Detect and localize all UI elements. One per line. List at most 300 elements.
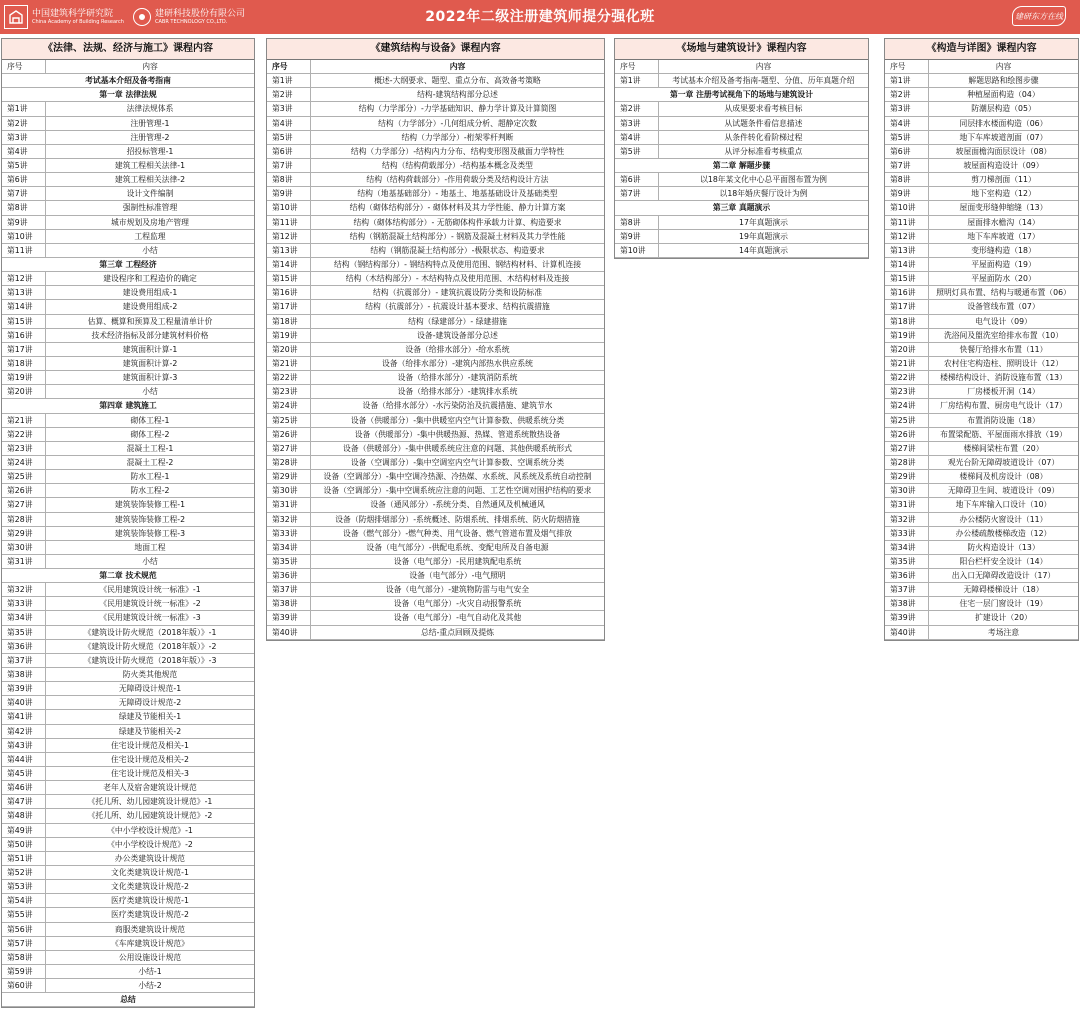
lecture-number: 第42讲 — [2, 725, 46, 738]
lecture-number: 第23讲 — [2, 442, 46, 455]
lecture-topic: 注册管理-2 — [130, 132, 170, 142]
section-label: 总结 — [120, 995, 136, 1005]
table-row — [267, 329, 604, 343]
lecture-topic: 住宅设计规范及相关-2 — [111, 754, 189, 764]
table-row — [615, 145, 868, 159]
lecture-number: 第10讲 — [615, 244, 659, 257]
table-row — [885, 216, 1078, 230]
lecture-number: 第3讲 — [267, 102, 311, 115]
table-row — [267, 498, 604, 512]
table-row — [2, 781, 254, 795]
lecture-number: 第20讲 — [885, 343, 929, 356]
table-row — [885, 626, 1078, 640]
table-row — [267, 597, 604, 611]
table-row — [267, 399, 604, 413]
table-row — [2, 187, 254, 201]
lecture-number: 第34讲 — [885, 541, 929, 554]
lecture-topic: 《车库建筑设计规范》 — [111, 938, 189, 948]
lecture-topic: 观光台阶无障碍坡道设计（07） — [947, 457, 1060, 467]
table-row — [2, 244, 254, 258]
lecture-topic: 建设费用组成-1 — [122, 288, 178, 298]
table-row — [885, 244, 1078, 258]
table-row — [2, 809, 254, 823]
lecture-topic: 技术经济指标及部分建筑材料价格 — [91, 330, 209, 340]
table-row — [885, 258, 1078, 272]
lecture-topic: 设备-建筑设备部分总述 — [417, 330, 498, 340]
lecture-topic: 结构（力学部分）-几何组成分析、超静定次数 — [378, 118, 537, 128]
lecture-topic: 设备（给排水部分）-水污染防治及抗震措施、建筑节水 — [362, 401, 553, 411]
table-row — [885, 569, 1078, 583]
table-row — [2, 923, 254, 937]
lecture-topic: 公用设施设计规范 — [118, 952, 182, 962]
lecture-topic: 建筑工程相关法律-2 — [114, 175, 186, 185]
table-row — [2, 442, 254, 456]
lecture-topic: 《民用建筑设计统一标准》-3 — [99, 613, 201, 623]
lecture-number: 第32讲 — [885, 513, 929, 526]
lecture-topic: 结构（力学部分）-力学基础知识、静力学计算及计算简图 — [358, 104, 557, 114]
lecture-number: 第53讲 — [2, 880, 46, 893]
table-row — [2, 343, 254, 357]
lecture-number: 第29讲 — [2, 527, 46, 540]
company-name-en: CABR TECHNOLOGY CO.,LTD. — [155, 18, 228, 25]
table-row — [885, 527, 1078, 541]
lecture-number: 第23讲 — [885, 385, 929, 398]
lecture-topic: 设备（空调部分）-集中空调室内空气计算参数、空调系统分类 — [350, 457, 565, 467]
lecture-number: 第34讲 — [2, 611, 46, 624]
lecture-number: 第3讲 — [885, 102, 929, 115]
lecture-number: 第29讲 — [267, 470, 311, 483]
lecture-number: 第4讲 — [885, 117, 929, 130]
lecture-number: 第7讲 — [615, 187, 659, 200]
table-row — [885, 484, 1078, 498]
col-header-content: 内容 — [755, 62, 772, 71]
org-name-en: China Academy of Building Research — [32, 18, 124, 25]
lecture-number: 第28讲 — [885, 456, 929, 469]
lecture-number: 第14讲 — [267, 258, 311, 271]
lecture-number: 第26讲 — [2, 484, 46, 497]
lecture-number: 第5讲 — [267, 131, 311, 144]
table-row — [885, 173, 1078, 187]
lecture-number: 第22讲 — [885, 371, 929, 384]
section-row — [2, 74, 254, 88]
lecture-topic: 建筑面积计算-1 — [122, 344, 178, 354]
table-row — [267, 187, 604, 201]
lecture-topic: 结构（力学部分）-桁架零杆判断 — [401, 132, 514, 142]
col-header-content: 内容 — [449, 62, 466, 71]
section-label: 第三章 工程经济 — [99, 259, 157, 269]
table-row — [2, 145, 254, 159]
table-row — [2, 286, 254, 300]
section-label: 第二章 技术规范 — [99, 571, 157, 581]
lecture-topic: 文化类建筑设计规范-1 — [111, 868, 189, 878]
lecture-number: 第38讲 — [2, 668, 46, 681]
table-row — [615, 244, 868, 258]
lecture-topic: 结构（砌体结构部分）- 砌体材料及其力学性能、静力计算方案 — [349, 203, 566, 213]
table-row — [885, 329, 1078, 343]
table-row — [2, 102, 254, 116]
lecture-topic: 楼梯结构设计、消防设施布置（13） — [940, 373, 1067, 383]
lecture-topic: 小结 — [142, 556, 158, 566]
table-row — [267, 569, 604, 583]
section-row — [2, 258, 254, 272]
table-row — [267, 300, 604, 314]
lecture-number: 第31讲 — [885, 498, 929, 511]
lecture-number: 第21讲 — [2, 414, 46, 427]
table-row — [2, 371, 254, 385]
lecture-number: 第17讲 — [885, 300, 929, 313]
table-row — [2, 696, 254, 710]
lecture-topic: 从试题条件看信息描述 — [724, 118, 803, 128]
lecture-number: 第20讲 — [2, 385, 46, 398]
brand-logo: 建研东方在线 — [1012, 6, 1066, 26]
lecture-number: 第4讲 — [615, 131, 659, 144]
lecture-topic: 混凝土工程-1 — [126, 443, 174, 453]
lecture-topic: 砌体工程-2 — [130, 429, 170, 439]
lecture-number: 第2讲 — [2, 117, 46, 130]
table-row — [2, 484, 254, 498]
table-header — [885, 60, 1078, 74]
lecture-number: 第33讲 — [885, 527, 929, 540]
lecture-number: 第60讲 — [2, 979, 46, 992]
lecture-number: 第16讲 — [267, 286, 311, 299]
section-label: 第一章 注册考试视角下的场地与建筑设计 — [669, 90, 814, 100]
lecture-topic: 19年真题演示 — [739, 231, 788, 241]
lecture-topic: 总结-重点回顾及提炼 — [421, 627, 494, 637]
lecture-topic: 结构（木结构部分）- 木结构特点及使用范围、木结构材料及连接 — [345, 274, 570, 284]
lecture-topic: 文化类建筑设计规范-2 — [111, 882, 189, 892]
table-row — [267, 414, 604, 428]
lecture-number: 第7讲 — [2, 187, 46, 200]
section-label: 考试基本介绍及备考指南 — [85, 76, 171, 86]
lecture-topic: 概述-大纲要求、题型、重点分布、高效备考策略 — [374, 76, 541, 86]
table-header — [2, 60, 254, 74]
table-row — [2, 216, 254, 230]
lecture-topic: 快餐厅给排水布置（11） — [959, 344, 1048, 354]
org-name-cn: 中国建筑科学研究院 — [32, 8, 114, 19]
lecture-topic: 屋面排水檐沟（14） — [967, 217, 1040, 227]
header-banner — [0, 0, 1080, 34]
lecture-number: 第18讲 — [2, 357, 46, 370]
lecture-topic: 结构（地基基础部分）- 地基土、地基基础设计及基础类型 — [357, 189, 558, 199]
table-row — [615, 74, 868, 88]
table-row — [885, 159, 1078, 173]
lecture-topic: 结构（结构荷载部分）-结构基本概念及类型 — [382, 160, 533, 170]
table-row — [267, 583, 604, 597]
lecture-topic: 农村住宅构造柱、照明设计（12） — [943, 358, 1064, 368]
table-row — [2, 852, 254, 866]
table-row — [885, 357, 1078, 371]
lecture-topic: 设备（空调部分）-集中空调系统应注意的问题、工艺性空调对围护结构的要求 — [323, 486, 592, 496]
table-row — [885, 201, 1078, 215]
lecture-topic: 设备（给排水部分）-建筑内部热水供应系统 — [382, 358, 533, 368]
lecture-number: 第38讲 — [267, 597, 311, 610]
lecture-number: 第30讲 — [267, 484, 311, 497]
section-label: 第二章 解题步骤 — [712, 160, 771, 170]
table-row — [615, 187, 868, 201]
table-row — [2, 498, 254, 512]
table-row — [2, 753, 254, 767]
lecture-number: 第14讲 — [2, 300, 46, 313]
lecture-number: 第20讲 — [267, 343, 311, 356]
lecture-topic: 楼梯间梁柱布置（20） — [963, 443, 1044, 453]
lecture-topic: 无障碍楼梯设计（18） — [963, 585, 1044, 595]
table-row — [2, 767, 254, 781]
table-row — [2, 555, 254, 569]
table-row — [2, 965, 254, 979]
table-row — [885, 286, 1078, 300]
lecture-topic: 地下车库坡道（17） — [967, 231, 1040, 241]
lecture-number: 第39讲 — [885, 611, 929, 624]
table-row — [267, 74, 604, 88]
lecture-number: 第43讲 — [2, 739, 46, 752]
lecture-number: 第1讲 — [267, 74, 311, 87]
table-row — [885, 470, 1078, 484]
lecture-number: 第59讲 — [2, 965, 46, 978]
lecture-topic: 剪刀梯剖面（11） — [971, 175, 1036, 185]
lecture-topic: 小结-1 — [138, 967, 162, 976]
lecture-number: 第6讲 — [267, 145, 311, 158]
table-row — [267, 456, 604, 470]
table-header — [267, 60, 604, 74]
lecture-topic: 设备（电气部分）-电气照明 — [409, 571, 506, 581]
table-row — [2, 668, 254, 682]
table-row — [267, 286, 604, 300]
lecture-topic: 建筑装饰装修工程-3 — [114, 528, 186, 538]
lecture-number: 第12讲 — [2, 272, 46, 285]
lecture-number: 第24讲 — [267, 399, 311, 412]
lecture-topic: 设备（通风部分）-系统分类、自然通风及机械通风 — [370, 500, 545, 510]
panel-title: 《法律、法规、经济与施工》课程内容 — [2, 39, 254, 60]
table-row — [885, 343, 1078, 357]
lecture-number: 第19讲 — [885, 329, 929, 342]
lecture-number: 第22讲 — [2, 428, 46, 441]
lecture-number: 第12讲 — [267, 230, 311, 243]
lecture-topic: 解题思路和绘图步骤 — [968, 76, 1039, 86]
lecture-topic: 强制性标准管理 — [122, 203, 178, 213]
lecture-number: 第1讲 — [2, 102, 46, 115]
table-row — [885, 74, 1078, 88]
table-row — [2, 710, 254, 724]
table-row — [2, 300, 254, 314]
lecture-number: 第39讲 — [2, 682, 46, 695]
lecture-number: 第35讲 — [2, 626, 46, 639]
lecture-topic: 设备（供暖部分）-集中供暖热源、热媒、管道系统散热设备 — [354, 429, 561, 439]
lecture-number: 第29讲 — [885, 470, 929, 483]
table-row — [885, 385, 1078, 399]
lecture-topic: 建筑装饰装修工程-1 — [114, 500, 186, 510]
table-row — [2, 866, 254, 880]
lecture-number: 第40讲 — [885, 626, 929, 639]
lecture-topic: 注册管理-1 — [130, 118, 170, 128]
table-row — [2, 682, 254, 696]
table-row — [885, 442, 1078, 456]
panel-law-economics — [1, 38, 255, 1008]
table-row — [2, 428, 254, 442]
table-row — [2, 880, 254, 894]
lecture-topic: 设备（给排水部分）-给水系统 — [405, 344, 510, 354]
table-header — [615, 60, 868, 74]
section-row — [2, 993, 254, 1007]
lecture-topic: 设备（燃气部分）-燃气种类、用气设备、燃气管道布置及烟气排放 — [343, 528, 572, 538]
lecture-number: 第24讲 — [2, 456, 46, 469]
table-row — [267, 484, 604, 498]
lecture-topic: 住宅设计规范及相关-1 — [111, 740, 189, 750]
panel-title: 《场地与建筑设计》课程内容 — [615, 39, 868, 60]
lecture-topic: 防水工程-1 — [130, 472, 170, 482]
lecture-topic: 办公楼疏散楼梯改造（12） — [955, 528, 1052, 538]
lecture-number: 第10讲 — [2, 230, 46, 243]
lecture-number: 第47讲 — [2, 795, 46, 808]
lecture-topic: 结构（砌体结构部分）- 无筋砌体构件承载力计算、构造要求 — [353, 217, 562, 227]
table-row — [267, 315, 604, 329]
lecture-number: 第41讲 — [2, 710, 46, 723]
lecture-topic: 结构（绿建部分）- 绿建措施 — [408, 316, 507, 326]
table-row — [885, 428, 1078, 442]
table-row — [2, 894, 254, 908]
lecture-topic: 小结 — [142, 245, 158, 255]
lecture-number: 第16讲 — [885, 286, 929, 299]
table-row — [267, 626, 604, 640]
lecture-topic: 《民用建筑设计统一标准》-2 — [99, 599, 201, 609]
table-row — [885, 272, 1078, 286]
lecture-topic: 医疗类建筑设计规范-2 — [111, 910, 189, 920]
table-row — [267, 131, 604, 145]
lecture-number: 第10讲 — [885, 201, 929, 214]
lecture-topic: 小结 — [142, 387, 158, 397]
lecture-number: 第25讲 — [2, 470, 46, 483]
lecture-topic: 无障碍卫生间、坡道设计（09） — [947, 486, 1060, 496]
lecture-topic: 结构（钢结构部分）- 钢结构特点及使用范围、钢结构材料、计算机连接 — [334, 259, 581, 269]
lecture-topic: 地下车库输入口设计（10） — [955, 500, 1052, 510]
lecture-topic: 绿建及节能相关-1 — [118, 712, 182, 722]
table-row — [2, 230, 254, 244]
lecture-number: 第33讲 — [2, 597, 46, 610]
lecture-number: 第4讲 — [267, 117, 311, 130]
lecture-topic: 《中小学校设计规范》-2 — [107, 839, 193, 849]
lecture-topic: 洗浴间及盥洗室给排水布置（10） — [943, 330, 1064, 340]
table-row — [2, 470, 254, 484]
lecture-number: 第5讲 — [2, 159, 46, 172]
lecture-topic: 城市规划及房地产管理 — [111, 217, 189, 227]
lecture-topic: 设备（电气部分）-供配电系统、变配电所及自备电源 — [366, 542, 549, 552]
table-row — [885, 230, 1078, 244]
lecture-number: 第9讲 — [615, 230, 659, 243]
lecture-topic: 出入口无障碍改造设计（17） — [951, 571, 1056, 581]
table-row — [2, 527, 254, 541]
lecture-topic: 结构（抗震部分）- 建筑抗震设防分类和设防标准 — [372, 288, 543, 298]
table-row — [2, 979, 254, 993]
panel-site-design — [614, 38, 869, 259]
lecture-topic: 考场注意 — [987, 627, 1020, 637]
lecture-topic: 17年真题演示 — [739, 217, 788, 227]
lecture-number: 第23讲 — [267, 385, 311, 398]
lecture-number: 第31讲 — [267, 498, 311, 511]
lecture-number: 第18讲 — [267, 315, 311, 328]
col-header-content: 内容 — [142, 62, 158, 71]
lecture-number: 第4讲 — [2, 145, 46, 158]
lecture-topic: 以18年婚庆餐厅设计为例 — [719, 189, 808, 199]
table-row — [267, 102, 604, 116]
col-header-index: 序号 — [2, 60, 46, 73]
col-header-content: 内容 — [995, 62, 1012, 71]
lecture-number: 第9讲 — [2, 216, 46, 229]
lecture-topic: 招投标管理-1 — [126, 146, 174, 156]
section-row — [615, 159, 868, 173]
lecture-number: 第32讲 — [2, 583, 46, 596]
lecture-number: 第13讲 — [267, 244, 311, 257]
lecture-topic: 建设程序和工程造价的确定 — [103, 274, 197, 284]
lecture-topic: 《民用建筑设计统一标准》-1 — [99, 585, 201, 595]
table-row — [2, 385, 254, 399]
lecture-number: 第12讲 — [885, 230, 929, 243]
table-row — [2, 597, 254, 611]
lecture-topic: 设备（给排水部分）-建筑排水系统 — [397, 387, 518, 397]
lecture-number: 第57讲 — [2, 937, 46, 950]
lecture-number: 第32讲 — [267, 513, 311, 526]
table-row — [885, 102, 1078, 116]
lecture-topic: 屋面变形缝伸缩缝（13） — [959, 203, 1048, 213]
lecture-topic: 平屋面防水（20） — [971, 274, 1036, 284]
table-row — [885, 541, 1078, 555]
table-row — [885, 131, 1078, 145]
lecture-topic: 设备（电气部分）-电气自动化及其他 — [393, 613, 522, 623]
lecture-topic: 结构（抗震部分）- 抗震设计基本要求、结构抗震措施 — [365, 302, 550, 312]
lecture-number: 第13讲 — [2, 286, 46, 299]
section-row — [615, 88, 868, 102]
lecture-number: 第37讲 — [267, 583, 311, 596]
lecture-topic: 平屋面构造（19） — [971, 259, 1036, 269]
table-row — [885, 414, 1078, 428]
lecture-number: 第2讲 — [615, 102, 659, 115]
lecture-number: 第30讲 — [2, 541, 46, 554]
lecture-number: 第10讲 — [267, 201, 311, 214]
lecture-number: 第15讲 — [267, 272, 311, 285]
lecture-number: 第38讲 — [885, 597, 929, 610]
panel-structure-equipment — [266, 38, 605, 641]
table-row — [2, 654, 254, 668]
lecture-number: 第19讲 — [2, 371, 46, 384]
table-row — [2, 131, 254, 145]
lecture-topic: 结构（力学部分）-结构内力分布、结构变形图及截面力学特性 — [350, 146, 565, 156]
lecture-number: 第25讲 — [885, 414, 929, 427]
table-row — [885, 371, 1078, 385]
lecture-topic: 变形缝构造（18） — [971, 245, 1036, 255]
table-row — [267, 442, 604, 456]
lecture-number: 第49讲 — [2, 824, 46, 837]
lecture-number: 第36讲 — [885, 569, 929, 582]
table-row — [267, 385, 604, 399]
lecture-topic: 防潮层构造（05） — [971, 104, 1036, 114]
lecture-topic: 厂房结构布置、厨房电气设计（17） — [940, 401, 1067, 411]
table-row — [615, 131, 868, 145]
lecture-topic: 无障碍设计规范-2 — [118, 698, 182, 708]
table-row — [2, 640, 254, 654]
lecture-number: 第2讲 — [267, 88, 311, 101]
table-row — [267, 527, 604, 541]
table-row — [885, 88, 1078, 102]
table-row — [267, 244, 604, 258]
lecture-number: 第8讲 — [615, 216, 659, 229]
lecture-number: 第46讲 — [2, 781, 46, 794]
table-row — [2, 611, 254, 625]
lecture-number: 第14讲 — [885, 258, 929, 271]
table-row — [885, 498, 1078, 512]
lecture-topic: 设备（供暖部分）-集中供暖室内空气计算参数、供暖系统分类 — [350, 415, 565, 425]
table-row — [2, 357, 254, 371]
section-row — [615, 201, 868, 215]
lecture-number: 第55讲 — [2, 908, 46, 921]
table-row — [2, 951, 254, 965]
